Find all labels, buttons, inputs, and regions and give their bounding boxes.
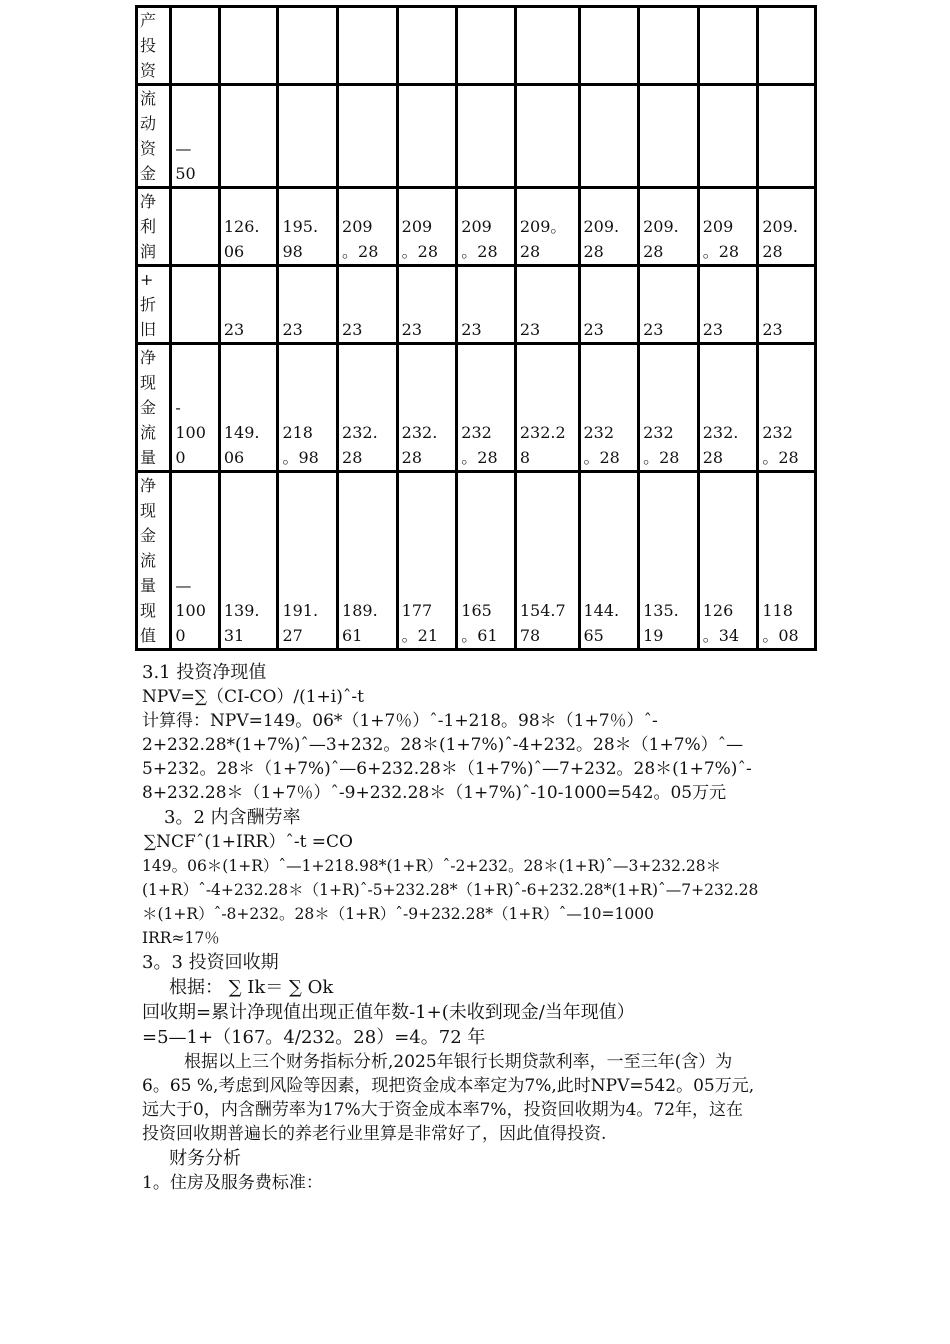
table-row [137,472,816,650]
table-cell: 209 。28 [457,188,516,266]
row-label: 产 投 资 [137,7,171,85]
npv-calc-line-3: 5+232。28＊（1+7%)ˆ—6+232.28＊（1+7%)ˆ—7+232。28＊(1+7%)ˆ- [142,759,752,779]
table-cell: 23 [579,266,639,344]
row-label: 净 利 润 [137,188,171,266]
npv-formula: NPV=∑（CI-CO）/(1+i)ˆ-t [142,687,364,707]
table-row [137,266,816,344]
table-cell [278,85,338,188]
table-cell [698,7,758,85]
cash-flow-table [135,5,817,651]
table-cell [171,7,220,85]
table-cell: - 100 0 [171,344,220,472]
table-cell [515,7,579,85]
analysis-text [142,660,812,1195]
table-cell [639,85,699,188]
heading-npv: 3.1 投资净现值 [142,662,267,683]
table-cell: 195. 98 [278,188,338,266]
table-cell: 232 。28 [579,344,639,472]
table-cell: 232. 28 [698,344,758,472]
table-cell [219,7,278,85]
table-cell [457,7,516,85]
row-label: 净 现 金 流 量 [137,344,171,472]
row-label: 净 现 金 流 量 现 值 [137,472,171,650]
irr-result: IRR≈17％ [142,929,220,947]
npv-calc-line-4: 8+232.28＊（1+7％）ˆ-9+232.28＊（1+7%)ˆ-10-1000=542。05万元 [142,783,727,803]
table-cell: 232 。28 [639,344,699,472]
table-cell: 209. 28 [639,188,699,266]
table-cell: 23 [397,266,457,344]
heading-irr: 3。2 内含酬劳率 [164,807,301,828]
irr-formula: ∑NCFˆ(1+IRR）ˆ-t =CO [144,832,353,852]
table-cell: 144. 65 [579,472,639,650]
table-cell: 23 [338,266,398,344]
table-row [137,7,816,85]
table-cell: 209 。28 [397,188,457,266]
table-cell: 209 。28 [338,188,398,266]
table-cell: 209. 28 [579,188,639,266]
table-cell: 232 。28 [457,344,516,472]
irr-calc-line-1: 149。06＊(1+R）ˆ—1+218.98*(1+R）ˆ-2+232。28＊(1+R)ˆ—3+232.28＊ [142,857,722,875]
summary-line-1: 根据以上三个财务指标分析,2025年银行长期贷款利率，一至三年(含）为 [184,1052,733,1072]
table-cell: 191. 27 [278,472,338,650]
table-cell: 232.2 8 [515,344,579,472]
table-cell [579,7,639,85]
table-cell [171,266,220,344]
table-cell: 232 。28 [758,344,816,472]
table-cell: 232. 28 [397,344,457,472]
table-cell: 126. 06 [219,188,278,266]
table-cell [278,7,338,85]
table-cell: 177 。21 [397,472,457,650]
table-row [137,85,816,188]
table-row [137,344,816,472]
table-cell: 232. 28 [338,344,398,472]
table-cell [639,7,699,85]
payback-basis: 根据： ∑ Ik＝ ∑ Ok [169,977,334,998]
table-cell: — 50 [171,85,220,188]
table-cell [397,85,457,188]
table-cell: 209。 28 [515,188,579,266]
table-cell: 118 。08 [758,472,816,650]
table-cell: 209 。28 [698,188,758,266]
heading-payback: 3。3 投资回收期 [142,952,279,973]
irr-calc-line-3: ＊(1+R）ˆ-8+232。28＊（1+R）ˆ-9+232.28*（1+R）ˆ—10=1000 [142,905,654,923]
table-cell: 23 [457,266,516,344]
table-cell [171,188,220,266]
irr-calc-line-2: (1+R）ˆ-4+232.28＊（1+R)ˆ-5+232.28*（1+R)ˆ-6+232.28*(1+R)ˆ—7+232.28 [142,881,759,899]
summary-line-4: 投资回收期普遍长的养老行业里算是非常好了，因此值得投资. [142,1124,607,1144]
row-label: 流 动 资 金 [137,85,171,188]
table-cell: 23 [698,266,758,344]
table-cell [338,7,398,85]
table-cell: 154.7 78 [515,472,579,650]
table-cell: 126 。34 [698,472,758,650]
table-cell: 189. 61 [338,472,398,650]
table-cell: 23 [639,266,699,344]
table-cell [515,85,579,188]
heading-housing-fees: 1。住房及服务费标准： [142,1173,323,1193]
table-cell [219,85,278,188]
table-cell [397,7,457,85]
table-cell: 139. 31 [219,472,278,650]
table-cell: 209. 28 [758,188,816,266]
payback-calc: =5—1+（167。4/232。28）=4。72 年 [142,1027,486,1048]
table-cell: 135. 19 [639,472,699,650]
table-row [137,188,816,266]
table-cell [338,85,398,188]
npv-calc-line-2: 2+232.28*(1+7%)ˆ—3+232。28＊(1+7%)ˆ-4+232。28＊（1+7%）ˆ— [142,735,744,755]
table-cell: 149. 06 [219,344,278,472]
payback-definition: 回收期=累计净现值出现正值年数-1+(未收到现金/当年现值） [142,1002,635,1023]
table-cell [698,85,758,188]
table-cell: 23 [515,266,579,344]
summary-line-3: 远大于0，内含酬劳率为17%大于资金成本率7%，投资回收期为4。72年，这在 [142,1100,744,1120]
cash-flow-table-body [137,7,816,650]
table-cell [579,85,639,188]
table-cell [457,85,516,188]
table-cell: — 100 0 [171,472,220,650]
table-cell [758,7,816,85]
table-cell: 23 [219,266,278,344]
summary-line-2: 6。65 %,考虑到风险等因素，现把资金成本率定为7%,此时NPV=542。05万元, [142,1076,755,1096]
table-cell: 218 。98 [278,344,338,472]
table-cell [758,85,816,188]
heading-financial-analysis: 财务分析 [169,1148,241,1169]
npv-calc-line-1: 计算得：NPV=149。06*（1+7％）ˆ-1+218。98＊（1+7％）ˆ- [142,711,658,731]
table-cell: 165 。61 [457,472,516,650]
table-cell: 23 [278,266,338,344]
table-cell: 23 [758,266,816,344]
row-label: + 折 旧 [137,266,171,344]
